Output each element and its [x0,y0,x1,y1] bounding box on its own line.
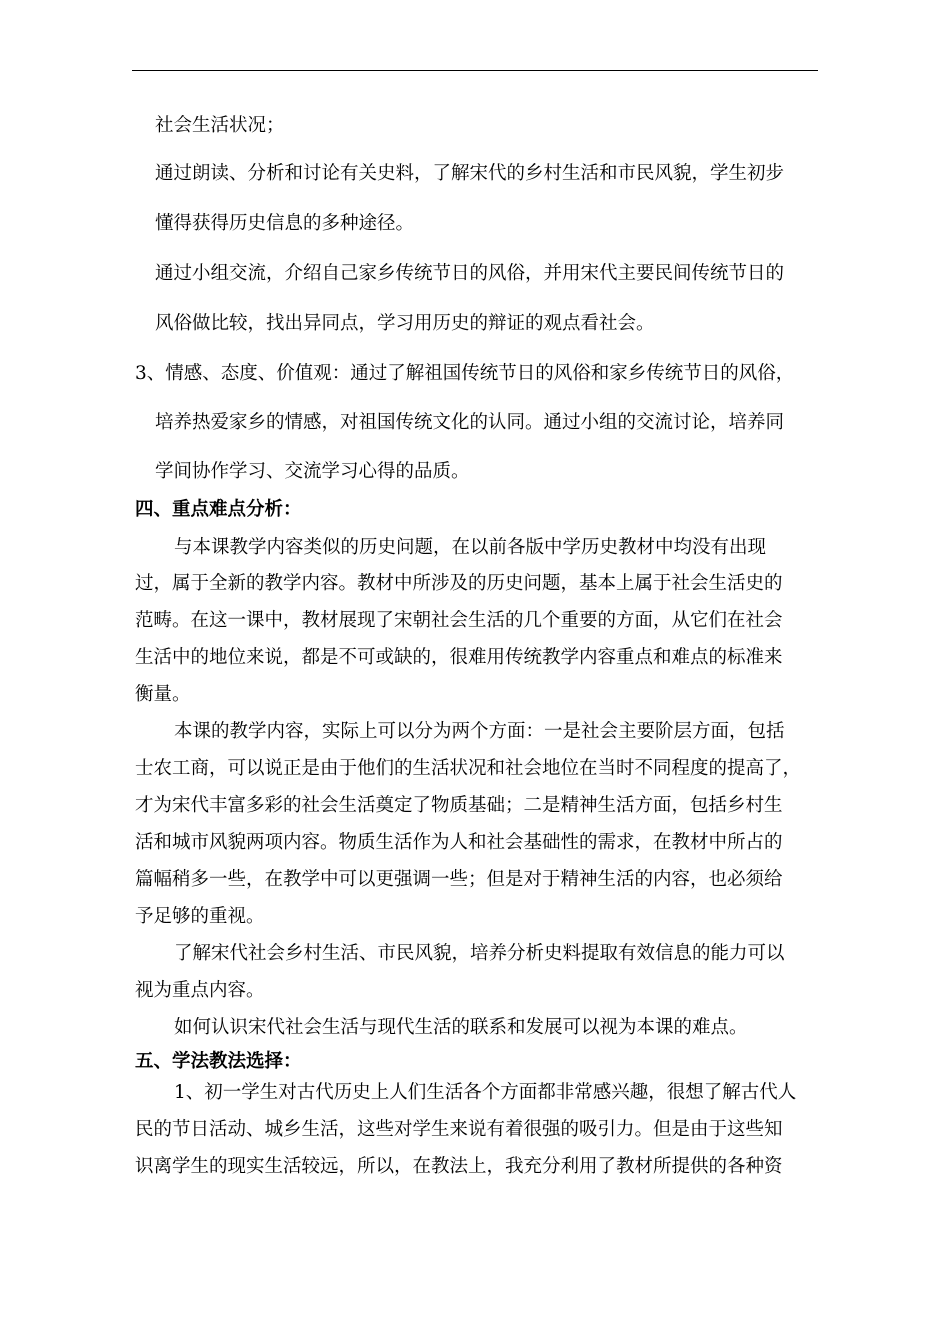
paragraph-line: 士农工商，可以说正是由于他们的生活状况和社会地位在当时不同程度的提高了， [135,758,802,779]
paragraph-line: 与本课教学内容类似的历史问题，在以前各版中学历史教材中均没有出现 [174,537,767,558]
paragraph-line: 篇幅稍多一些，在教学中可以更强调一些；但是对于精神生活的内容，也必须给 [135,869,783,890]
paragraph-line: 如何认识宋代社会生活与现代生活的联系和发展可以视为本课的难点。 [174,1017,748,1038]
paragraph-line: 范畴。在这一课中，教材展现了宋朝社会生活的几个重要的方面，从它们在社会 [135,610,783,631]
paragraph-line: 才为宋代丰富多彩的社会生活奠定了物质基础；二是精神生活方面，包括乡村生 [135,795,783,816]
objective-line: 通过朗读、分析和讨论有关史料，了解宋代的乡村生活和市民风貌，学生初步 [155,163,785,184]
paragraph-line: 民的节日活动、城乡生活，这些对学生来说有着很强的吸引力。但是由于这些知 [135,1119,783,1140]
paragraph-line: 活和城市风貌两项内容。物质生活作为人和社会基础性的需求，在教材中所占的 [135,832,783,853]
objective-line: 3、情感、态度、价值观：通过了解祖国传统节日的风俗和家乡传统节日的风俗， [135,363,795,384]
objective-line: 培养热爱家乡的情感，对祖国传统文化的认同。通过小组的交流讨论，培养同 [155,412,785,433]
paragraph-line: 予足够的重视。 [135,906,265,927]
header-rule [132,70,818,71]
objective-line: 风俗做比较，找出异同点，学习用历史的辩证的观点看社会。 [155,313,655,334]
paragraph-line: 了解宋代社会乡村生活、市民风貌，培养分析史料提取有效信息的能力可以 [174,943,785,964]
paragraph-line: 视为重点内容。 [135,980,265,1001]
objective-line: 通过小组交流，介绍自己家乡传统节日的风俗，并用宋代主要民间传统节日的 [155,263,785,284]
section-heading: 四、重点难点分析： [135,499,302,520]
objective-line: 学间协作学习、交流学习心得的品质。 [155,461,470,482]
objective-line: 懂得获得历史信息的多种途径。 [155,213,415,234]
section-heading: 五、学法教法选择： [135,1051,302,1072]
paragraph-line: 过，属于全新的教学内容。教材中所涉及的历史问题，基本上属于社会生活史的 [135,573,783,594]
objective-line: 社会生活状况； [155,115,285,136]
paragraph-line: 衡量。 [135,684,191,705]
paragraph-line: 1、初一学生对古代历史上人们生活各个方面都非常感兴趣，很想了解古代人 [174,1082,797,1103]
paragraph-line: 本课的教学内容，实际上可以分为两个方面：一是社会主要阶层方面，包括 [174,721,785,742]
paragraph-line: 识离学生的现实生活较远，所以，在教法上，我充分利用了教材所提供的各种资 [135,1156,783,1177]
paragraph-line: 生活中的地位来说，都是不可或缺的，很难用传统教学内容重点和难点的标准来 [135,647,783,668]
